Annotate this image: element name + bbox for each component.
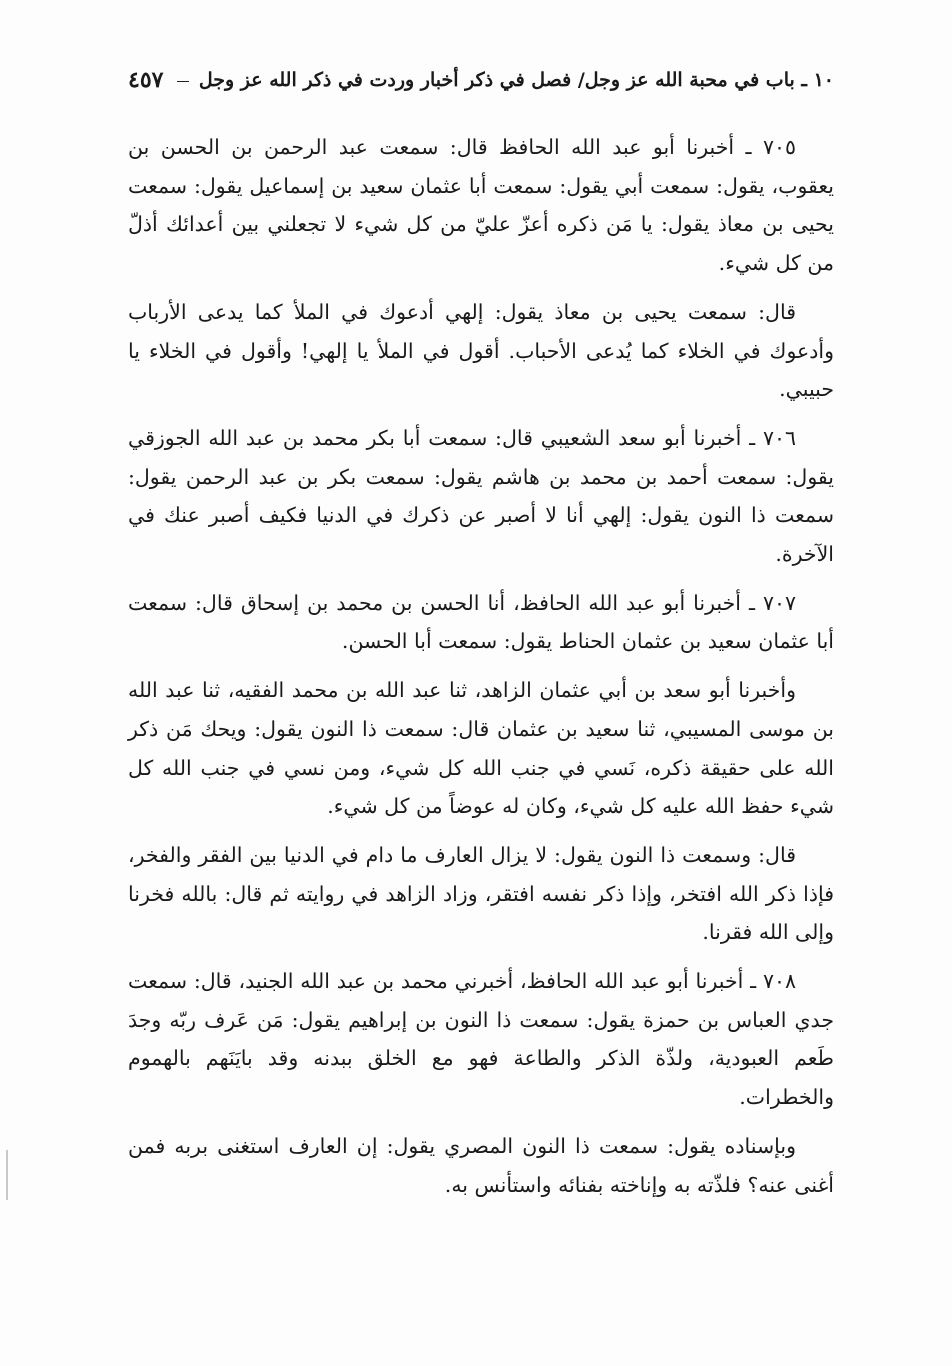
running-header — [128, 60, 834, 100]
paragraph-final: وبإسناده يقول: سمعت ذا النون المصري يقول: إن العارف استغنى بربه فمن أغنى عنه؟ فلذّته به وإناخته بفنائه واستأنس به. — [128, 1133, 834, 1197]
paragraph-yahya-prayer: قال: سمعت يحيى بن معاذ يقول: إلهي أدعوك في الملأ كما يدعى الأرباب وأدعوك في الخلاء كما يُدعى الأحباب. أقول في الملأ يا إلهي! وأقول في الخلاء يا حبيبي. — [128, 299, 834, 402]
body-text — [128, 128, 834, 1204]
paragraph-dhun-nun-saying: قال: وسمعت ذا النون يقول: لا يزال العارف ما دام في الدنيا بين الفقر والفخر، فإذا ذكر الله افتخر، وإذا ذكر نفسه افتقر، وزاد الزاهد في روايته ثم قال: بالله فخرنا وإلى الله فقرنا. — [128, 842, 834, 945]
hadith-708: ٧٠٨ ـ أخبرنا أبو عبد الله الحافظ، أخبرني محمد بن عبد الله الجنيد، قال: سمعت جدي العباس بن حمزة يقول: سمعت ذا النون بن إبراهيم يقول: مَن عَرف ربّه وجدَ طَعم العبودية، ولذّة الذكر والطاعة فهو مع الخلق ببدنه وقد بايَنَهم بالهموم والخطرات. — [128, 969, 834, 1110]
page-number: ٤٥٧ — [128, 67, 164, 93]
hadith-706: ٧٠٦ ـ أخبرنا أبو سعد الشعيبي قال: سمعت أبا بكر محمد بن عبد الله الجوزقي يقول: سمعت أحمد بن محمد بن هاشم يقول: سمعت بكر بن عبد الرحمن يقول: سمعت ذا النون يقول: إلهي أنا لا أصبر عن ذكرك في الدنيا فكيف أصبر عنك في الآخرة. — [128, 425, 834, 567]
hadith-705: ٧٠٥ ـ أخبرنا أبو عبد الله الحافظ قال: سمعت عبد الرحمن بن الحسن بن يعقوب، يقول: سمعت أبي يقول: سمعت أبا عثمان سعيد بن إسماعيل يقول: سمعت يحيى بن معاذ يقول: يا مَن ذكره أعزّ عليّ من كل شيء لا تجعلني بين أعدائك أذلّ من كل شيء. — [128, 135, 834, 276]
header-rule — [177, 81, 188, 82]
paragraph-second-chain: وأخبرنا أبو سعد بن أبي عثمان الزاهد، ثنا عبد الله بن محمد الفقيه، ثنا عبد الله بن موسى المسيبي، ثنا سعيد بن عثمان قال: سمعت ذا النون يقول: ويحك مَن ذكر الله على حقيقة ذكره، نَسي في جنب الله كل شيء، ومن نسي في جنب الله كل شيء حفظ الله عليه كل شيء، وكان له عوضاً من كل شيء. — [128, 678, 834, 819]
hadith-707: ٧٠٧ ـ أخبرنا أبو عبد الله الحافظ، أنا الحسن بن محمد بن إسحاق قال: سمعت أبا عثمان سعيد بن عثمان الحناط يقول: سمعت أبا الحسن. — [128, 590, 834, 654]
running-title: ١٠ ـ باب في محبة الله عز وجل/ فصل في ذكر أخبار وردت في ذكر الله عز وجل — [198, 69, 834, 91]
scan-edge-mark — [6, 1150, 8, 1200]
